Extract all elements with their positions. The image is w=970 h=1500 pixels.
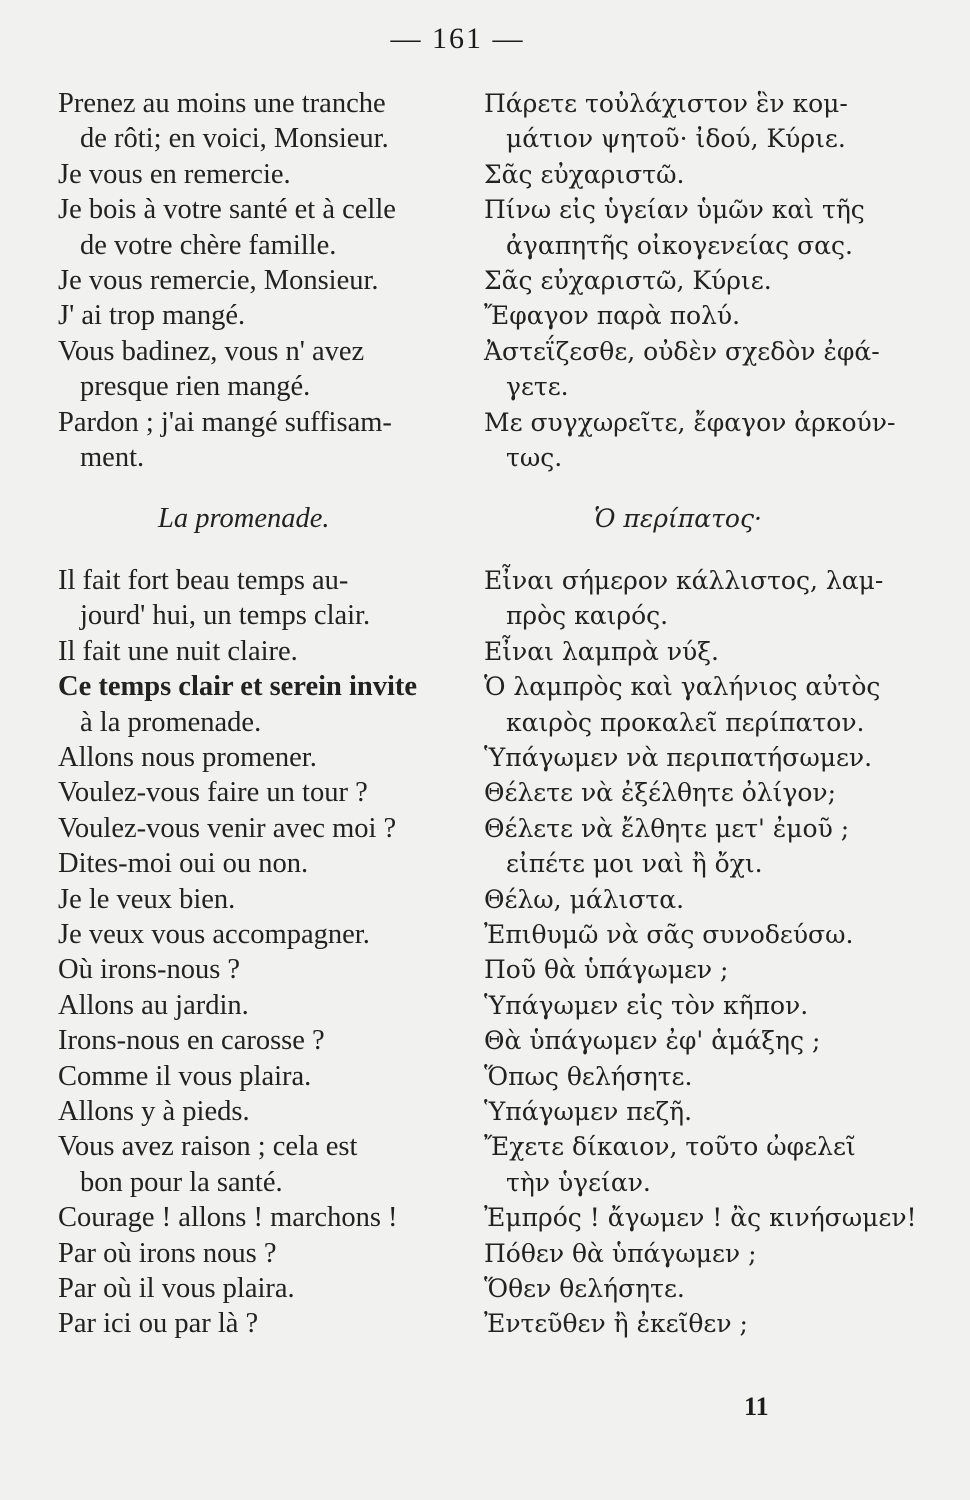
french-line: Par où irons nous ? — [58, 1237, 277, 1269]
french-line: Comme il vous plaira. — [58, 1060, 312, 1092]
french-line: Allons nous promener. — [58, 741, 317, 773]
greek-line: Ὑπάγωμεν νὰ περιπατήσωμεν. — [484, 742, 873, 772]
greek-line: Θέλετε νὰ ἐξέλθητε ὀλίγον; — [484, 778, 837, 808]
greek-line: Με συγχωρεῖτε, ἔφαγον ἀρκούν- — [484, 407, 896, 437]
greek-line: ἀγαπητῆς οἰκογενείας σας. — [506, 230, 853, 260]
french-line: à la promenade. — [80, 706, 262, 738]
greek-line: Ἐντεῦθεν ἢ ἐκεῖθεν ; — [484, 1309, 748, 1339]
french-line: presque rien mangé. — [80, 371, 311, 403]
french-line: Irons-nous en carosse ? — [58, 1025, 325, 1057]
greek-line: Σᾶς εὐχαριστῶ, Κύριε. — [484, 266, 772, 296]
greek-line: Εἶναι σήμερον κάλλιστος, λαμ- — [484, 565, 884, 595]
french-line: ment. — [80, 442, 145, 474]
french-line: Courage ! allons ! marchons ! — [58, 1202, 398, 1234]
greek-line: μάτιον ψητοῦ· ἰδού, Κύριε. — [506, 124, 846, 154]
french-line: Il fait une nuit claire. — [58, 635, 298, 667]
french-line: de votre chère famille. — [80, 229, 337, 261]
greek-line: Ὅπως θελήσητε. — [484, 1061, 693, 1091]
greek-line: εἰπέτε μοι ναὶ ἢ ὄχι. — [506, 849, 763, 879]
greek-line: Ποῦ θὰ ὑπάγωμεν ; — [484, 955, 729, 985]
french-line: Je bois à votre santé et à celle — [58, 194, 396, 226]
french-line: Allons au jardin. — [58, 989, 249, 1021]
french-line: jourd' hui, un temps clair. — [80, 600, 371, 632]
greek-line: Θέλω, μάλιστα. — [484, 884, 685, 914]
greek-line: Ἔχετε δίκαιον, τοῦτο ὠφελεῖ — [484, 1132, 856, 1162]
french-line: Où irons-nous ? — [58, 954, 241, 986]
greek-line: Πάρετε τοὐλάχιστον ἓν κομ- — [484, 89, 848, 118]
greek-line: Ὑπάγωμεν πεζῆ. — [484, 1096, 693, 1126]
page-number: — 161 — — [390, 22, 525, 55]
french-line: Ce temps clair et serein invite — [58, 671, 418, 703]
french-line: Je le veux bien. — [58, 883, 236, 915]
greek-line: Ὅθεν θελήσητε. — [484, 1274, 685, 1303]
french-line: Je vous en remercie. — [58, 158, 291, 190]
french-line: Il fait fort beau temps au- — [58, 564, 349, 596]
signature-mark: 11 — [744, 1392, 769, 1421]
greek-line: Ἔφαγον παρὰ πολύ. — [484, 301, 741, 331]
french-line: Vous avez raison ; cela est — [58, 1131, 358, 1163]
french-line: Je vous remercie, Monsieur. — [58, 265, 379, 297]
french-line: Par où il vous plaira. — [58, 1273, 295, 1304]
greek-line: Θέλετε νὰ ἔλθητε μετ' ἐμοῦ ; — [484, 813, 850, 843]
greek-line: Πόθεν θὰ ὑπάγωμεν ; — [484, 1238, 757, 1268]
french-line: Je veux vous accompagner. — [58, 918, 370, 950]
greek-line: Ἀστεΐζεσθε, οὐδὲν σχεδὸν ἐφά- — [484, 336, 880, 366]
greek-line: πρὸς καιρός. — [506, 601, 669, 631]
greek-line: τὴν ὑγείαν. — [506, 1167, 651, 1197]
greek-line: τως. — [506, 443, 563, 473]
french-column — [58, 86, 478, 1342]
french-line: Par ici ou par là ? — [58, 1308, 259, 1340]
section-title-greek: Ὁ περίπατος· — [594, 504, 762, 534]
greek-line: Ὁ λαμπρὸς καὶ γαλήνιος αὐτὸς — [484, 672, 881, 702]
greek-column — [484, 86, 924, 1342]
french-line: bon pour la santé. — [80, 1166, 283, 1198]
french-line: Allons y à pieds. — [58, 1095, 250, 1127]
french-line: Vous badinez, vous n' avez — [58, 335, 365, 367]
french-line: Prenez au moins une tranche — [58, 88, 386, 119]
greek-line: Θὰ ὑπάγωμεν ἐφ' ἁμάξης ; — [484, 1026, 821, 1056]
greek-line: Ὑπάγωμεν εἰς τὸν κῆπον. — [484, 990, 809, 1020]
french-line: Pardon ; j'ai mangé suffisam- — [58, 406, 392, 438]
greek-line: Εἶναι λαμπρὰ νύξ. — [484, 636, 719, 666]
greek-line: Πίνω εἰς ὑγείαν ὑμῶν καὶ τῆς — [484, 195, 865, 225]
french-line: Voulez-vous faire un tour ? — [58, 777, 368, 809]
greek-line: γετε. — [506, 372, 569, 402]
greek-line: καιρὸς προκαλεῖ περίπατον. — [506, 707, 865, 737]
french-line: Voulez-vous venir avec moi ? — [58, 812, 397, 844]
section-title-french: La promenade. — [158, 503, 330, 535]
french-line: de rôti; en voici, Monsieur. — [80, 123, 389, 155]
greek-line: Σᾶς εὐχαριστῶ. — [484, 159, 685, 189]
greek-line: Ἐμπρός ! ἄγωμεν ! ἂς κινήσωμεν! — [484, 1203, 917, 1233]
french-line: Dites-moi oui ou non. — [58, 848, 309, 880]
french-line: J' ai trop mangé. — [58, 300, 246, 332]
greek-line: Ἐπιθυμῶ νὰ σᾶς συνοδεύσω. — [484, 919, 854, 949]
